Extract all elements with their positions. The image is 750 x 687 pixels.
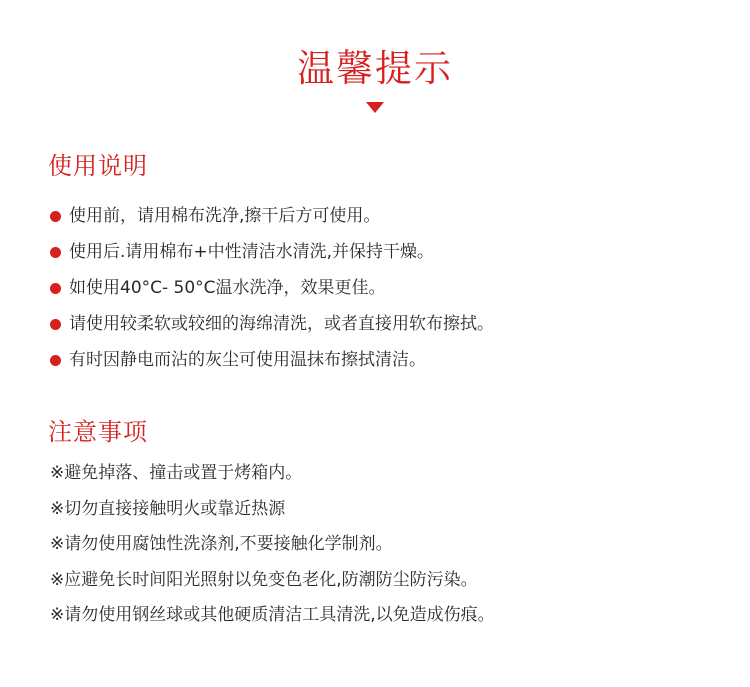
list-item xyxy=(50,527,495,563)
list-item-text: 如使用40°C- 50°C温水洗净，效果更佳。 xyxy=(69,278,386,298)
list-item xyxy=(50,270,494,306)
list-item-text: 使用后.请用棉布+中性清洁水清洗,并保持干燥。 xyxy=(69,242,435,262)
list-item-text: 应避免长时间阳光照射以免变色老化,防潮防尘防污染。 xyxy=(64,569,478,590)
list-item xyxy=(50,306,494,342)
reference-mark-icon: ※ xyxy=(50,534,65,555)
list-item xyxy=(50,598,495,634)
list-item xyxy=(50,198,494,234)
reference-mark-icon: ※ xyxy=(50,463,65,483)
usage-instructions-heading: 使用说明 xyxy=(48,152,148,180)
list-item-text: 请勿使用钢丝球或其他硬质清洁工具清洗,以免造成伤痕。 xyxy=(64,605,495,626)
list-item-text: 请勿使用腐蚀性洗涤剂,不要接触化学制剂。 xyxy=(64,534,393,555)
list-item xyxy=(50,456,495,492)
down-triangle-icon xyxy=(366,102,384,113)
red-bullet-icon xyxy=(50,319,61,330)
list-item-text: 切勿直接接触明火或靠近热源 xyxy=(64,498,286,519)
list-item-text: 使用前，请用棉布洗净,擦干后方可使用。 xyxy=(69,206,381,226)
list-item-text: 避免掉落、撞击或置于烤箱内。 xyxy=(64,463,303,483)
reference-mark-icon: ※ xyxy=(50,498,65,519)
list-item-text: 请使用较柔软或较细的海绵清洗，或者直接用软布擦拭。 xyxy=(69,314,494,334)
red-bullet-icon xyxy=(50,211,61,222)
usage-instructions-list xyxy=(50,198,494,378)
list-item xyxy=(50,234,494,270)
precautions-list xyxy=(50,456,495,634)
red-bullet-icon xyxy=(50,283,61,294)
list-item-text: 有时因静电而沾的灰尘可使用温抹布擦拭清洁。 xyxy=(69,350,426,370)
precautions-heading: 注意事项 xyxy=(48,418,148,446)
list-item xyxy=(50,492,495,528)
list-item xyxy=(50,342,494,378)
list-item xyxy=(50,563,495,599)
reference-mark-icon: ※ xyxy=(50,605,65,626)
red-bullet-icon xyxy=(50,355,61,366)
reference-mark-icon: ※ xyxy=(50,569,65,590)
red-bullet-icon xyxy=(50,247,61,258)
page-title: 温馨提示 xyxy=(297,47,453,90)
